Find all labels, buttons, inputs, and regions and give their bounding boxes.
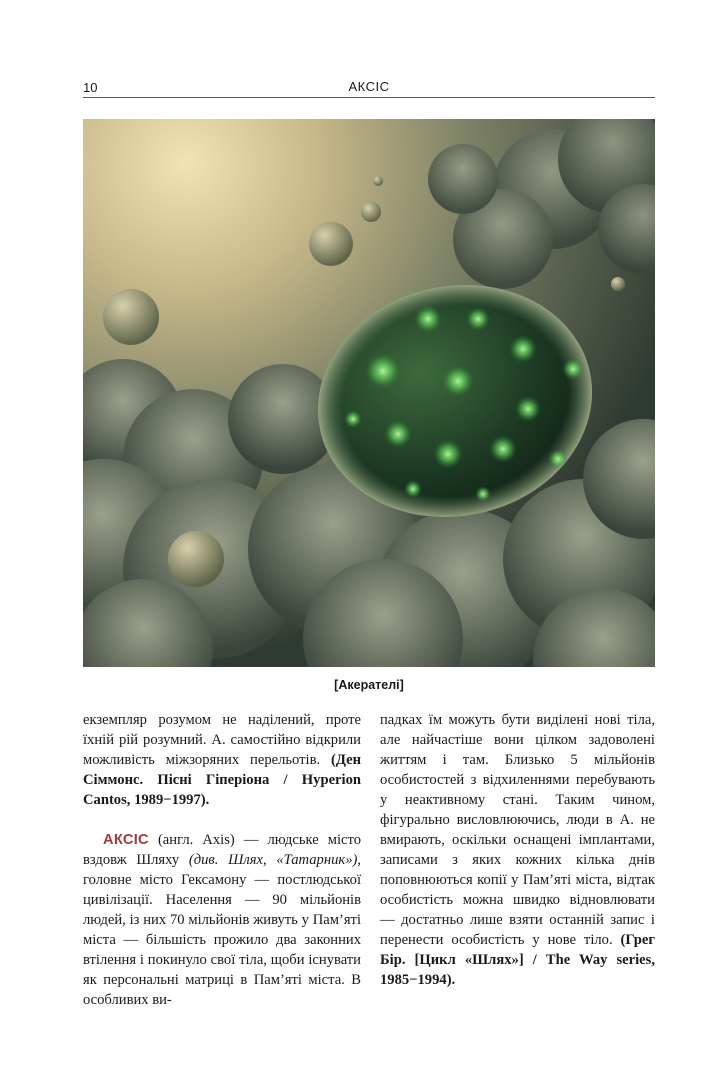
page-header [83,78,655,98]
entry-text: (англ. Axis) — людське місто вздовж Шляху [83,832,361,868]
spheres-in-clouds-illustration [83,119,655,667]
entry-term: АКСІС [103,832,149,848]
header-rule [83,97,655,98]
text-column-left [83,710,361,1010]
entry-paragraph [83,830,361,1010]
paragraph-continuation [380,710,655,990]
entry-text-continued: , головне місто Гексамону — постлюдської цивілізації. Населення — 90 мільйонів людей, із них 70 мільйонів живуть у Пам’яті міста — більшість прожило два законних втілення і покинуло свої тіла, щоби існувати як персональні матриці в Пам’яті міста. В особливих ви- [83,852,362,1008]
text-column-right [380,710,655,990]
figure-caption: [Акерателі] [334,678,404,692]
illustration [83,119,655,667]
citation: (Ден Сіммонс. Пісні Гіперіона / Hyperion Cantos, 1989−1997). [83,752,361,808]
citation: (Грег Бір. [Цикл «Шлях»] / The Way series, 1985−1994). [380,932,655,988]
page-number: 10 [83,80,98,95]
paragraph-continuation [83,710,361,810]
paragraph-text: екземпляр розумом не наділений, проте їхній рій розумний. А. самостійно відкрили можливість міжзоряних перельотів. [83,712,361,768]
paragraph-text: падках їм можуть бути виділені нові тіла, але найчастіше вони цілком задоволені життям і там. Близько 5 мільйонів особистостей з відхиленнями перебувають у неактивному стані. Таким чином, фігурально висловлюючись, люди в А. не вмирають, оскільки оснащені імплантами, записами з яких кожних кілька днів поповнюються копії у Пам’яті міста, відтак особистість можна швидко відновлювати — достатньо лише взяти останній запис і перенести особистість у нове тіло. [380,712,655,948]
see-also-reference: (див. Шлях, «Татарник») [188,852,358,868]
running-title: АКСІС [348,79,390,94]
